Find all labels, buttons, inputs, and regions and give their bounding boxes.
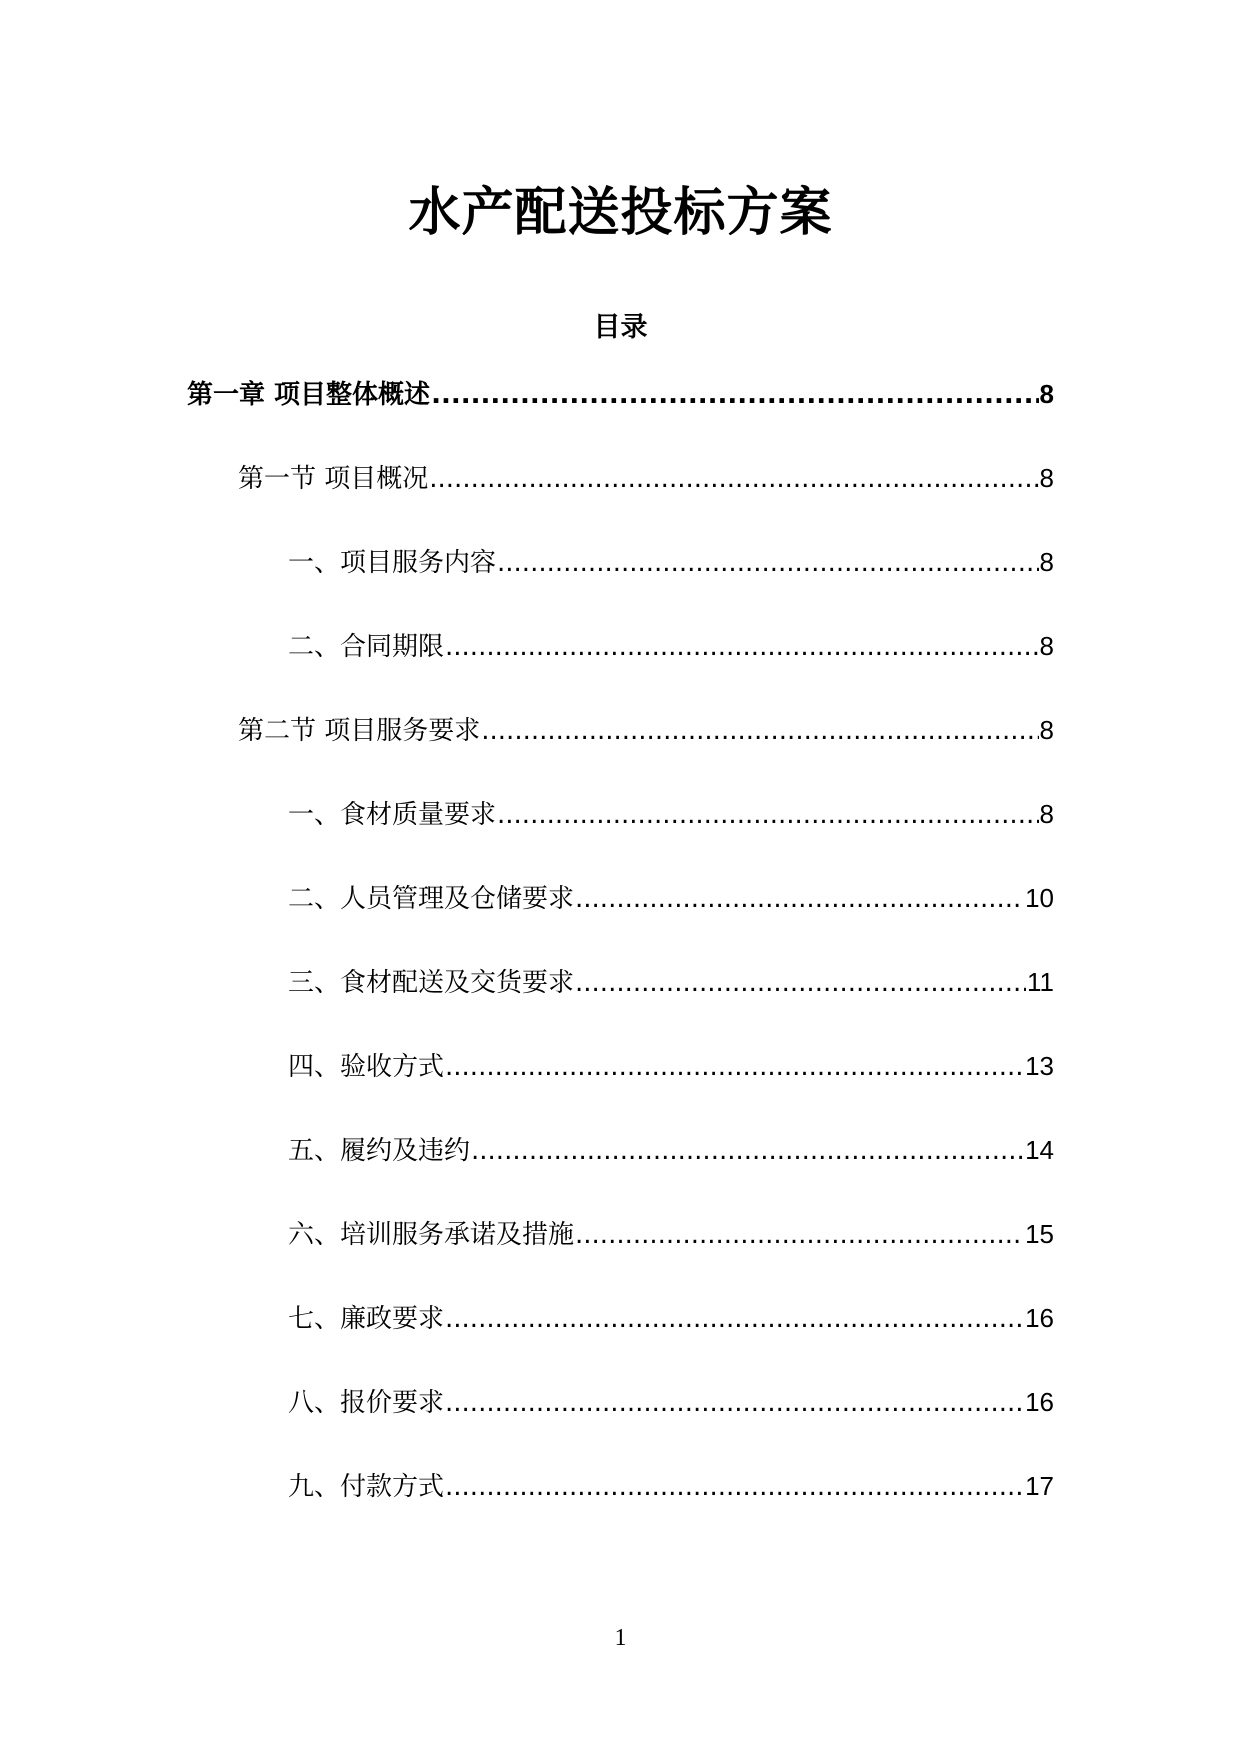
toc-dot-leader bbox=[445, 627, 1039, 667]
toc-dot-leader bbox=[497, 795, 1039, 835]
toc-entry-item[interactable] bbox=[288, 1130, 1054, 1170]
toc-dot-leader bbox=[575, 879, 1024, 919]
toc-entry-page: 15 bbox=[1025, 1219, 1054, 1249]
toc-dot-leader bbox=[471, 1131, 1024, 1171]
toc-entry-item[interactable] bbox=[288, 542, 1054, 582]
toc-entry-page: 8 bbox=[1039, 463, 1054, 493]
toc-entry-label: 七、廉政要求 bbox=[288, 1304, 445, 1334]
toc-heading: 目录 bbox=[593, 312, 648, 343]
toc-dot-leader bbox=[429, 459, 1038, 499]
toc-entry-page: 8 bbox=[1039, 547, 1054, 577]
toc-dot-leader bbox=[575, 1215, 1024, 1255]
toc-entry-item[interactable] bbox=[288, 878, 1054, 918]
toc-entry-section-1[interactable] bbox=[238, 458, 1054, 498]
toc-entry-item[interactable] bbox=[288, 1214, 1054, 1254]
toc-entry-page: 17 bbox=[1025, 1471, 1054, 1501]
toc-entry-chapter-1[interactable] bbox=[187, 374, 1054, 414]
toc-entry-page: 8 bbox=[1039, 379, 1054, 409]
toc-entry-label: 一、项目服务内容 bbox=[288, 548, 497, 578]
toc-dot-leader bbox=[445, 1299, 1024, 1339]
toc-dot-leader bbox=[497, 543, 1039, 583]
toc-dot-leader bbox=[445, 1467, 1024, 1507]
toc-entry-label: 五、履约及违约 bbox=[288, 1136, 471, 1166]
toc-dot-leader bbox=[445, 1047, 1024, 1087]
document-title: 水产配送投标方案 bbox=[408, 183, 833, 243]
toc-entry-item[interactable] bbox=[288, 1466, 1054, 1506]
toc-entry-label: 一、食材质量要求 bbox=[288, 800, 497, 830]
toc-dot-leader bbox=[481, 711, 1038, 751]
toc-entry-page: 8 bbox=[1039, 715, 1054, 745]
toc-entry-label: 第一节 项目概况 bbox=[238, 464, 429, 494]
toc-entry-label: 六、培训服务承诺及措施 bbox=[288, 1220, 575, 1250]
toc-entry-page: 16 bbox=[1025, 1387, 1054, 1417]
toc-entry-item[interactable] bbox=[288, 1382, 1054, 1422]
toc-dot-leader bbox=[575, 963, 1026, 1003]
toc-dot-leader bbox=[431, 375, 1038, 415]
toc-entry-section-2[interactable] bbox=[238, 710, 1054, 750]
toc-entry-page: 8 bbox=[1039, 799, 1054, 829]
toc-entry-page: 14 bbox=[1025, 1135, 1054, 1165]
toc-entry-page: 16 bbox=[1025, 1303, 1054, 1333]
toc-entry-item[interactable] bbox=[288, 1298, 1054, 1338]
toc-entry-item[interactable] bbox=[288, 626, 1054, 666]
toc-entry-page: 8 bbox=[1039, 631, 1054, 661]
toc-entry-item[interactable] bbox=[288, 794, 1054, 834]
toc-entry-page: 11 bbox=[1027, 967, 1054, 997]
toc-entry-label: 四、验收方式 bbox=[288, 1052, 445, 1082]
toc-entry-item[interactable] bbox=[288, 1046, 1054, 1086]
toc-entry-item[interactable] bbox=[288, 962, 1054, 1002]
toc-entry-label: 二、合同期限 bbox=[288, 632, 445, 662]
toc-entry-label: 第一章 项目整体概述 bbox=[187, 380, 431, 410]
toc-entry-label: 九、付款方式 bbox=[288, 1472, 445, 1502]
toc-entry-page: 10 bbox=[1025, 883, 1054, 913]
page-number: 1 bbox=[614, 1625, 627, 1651]
toc-entry-label: 三、食材配送及交货要求 bbox=[288, 968, 575, 998]
toc-dot-leader bbox=[445, 1383, 1024, 1423]
toc-entry-label: 二、人员管理及仓储要求 bbox=[288, 884, 575, 914]
toc-entry-page: 13 bbox=[1025, 1051, 1054, 1081]
toc-entry-label: 八、报价要求 bbox=[288, 1388, 445, 1418]
toc-entry-label: 第二节 项目服务要求 bbox=[238, 716, 481, 746]
